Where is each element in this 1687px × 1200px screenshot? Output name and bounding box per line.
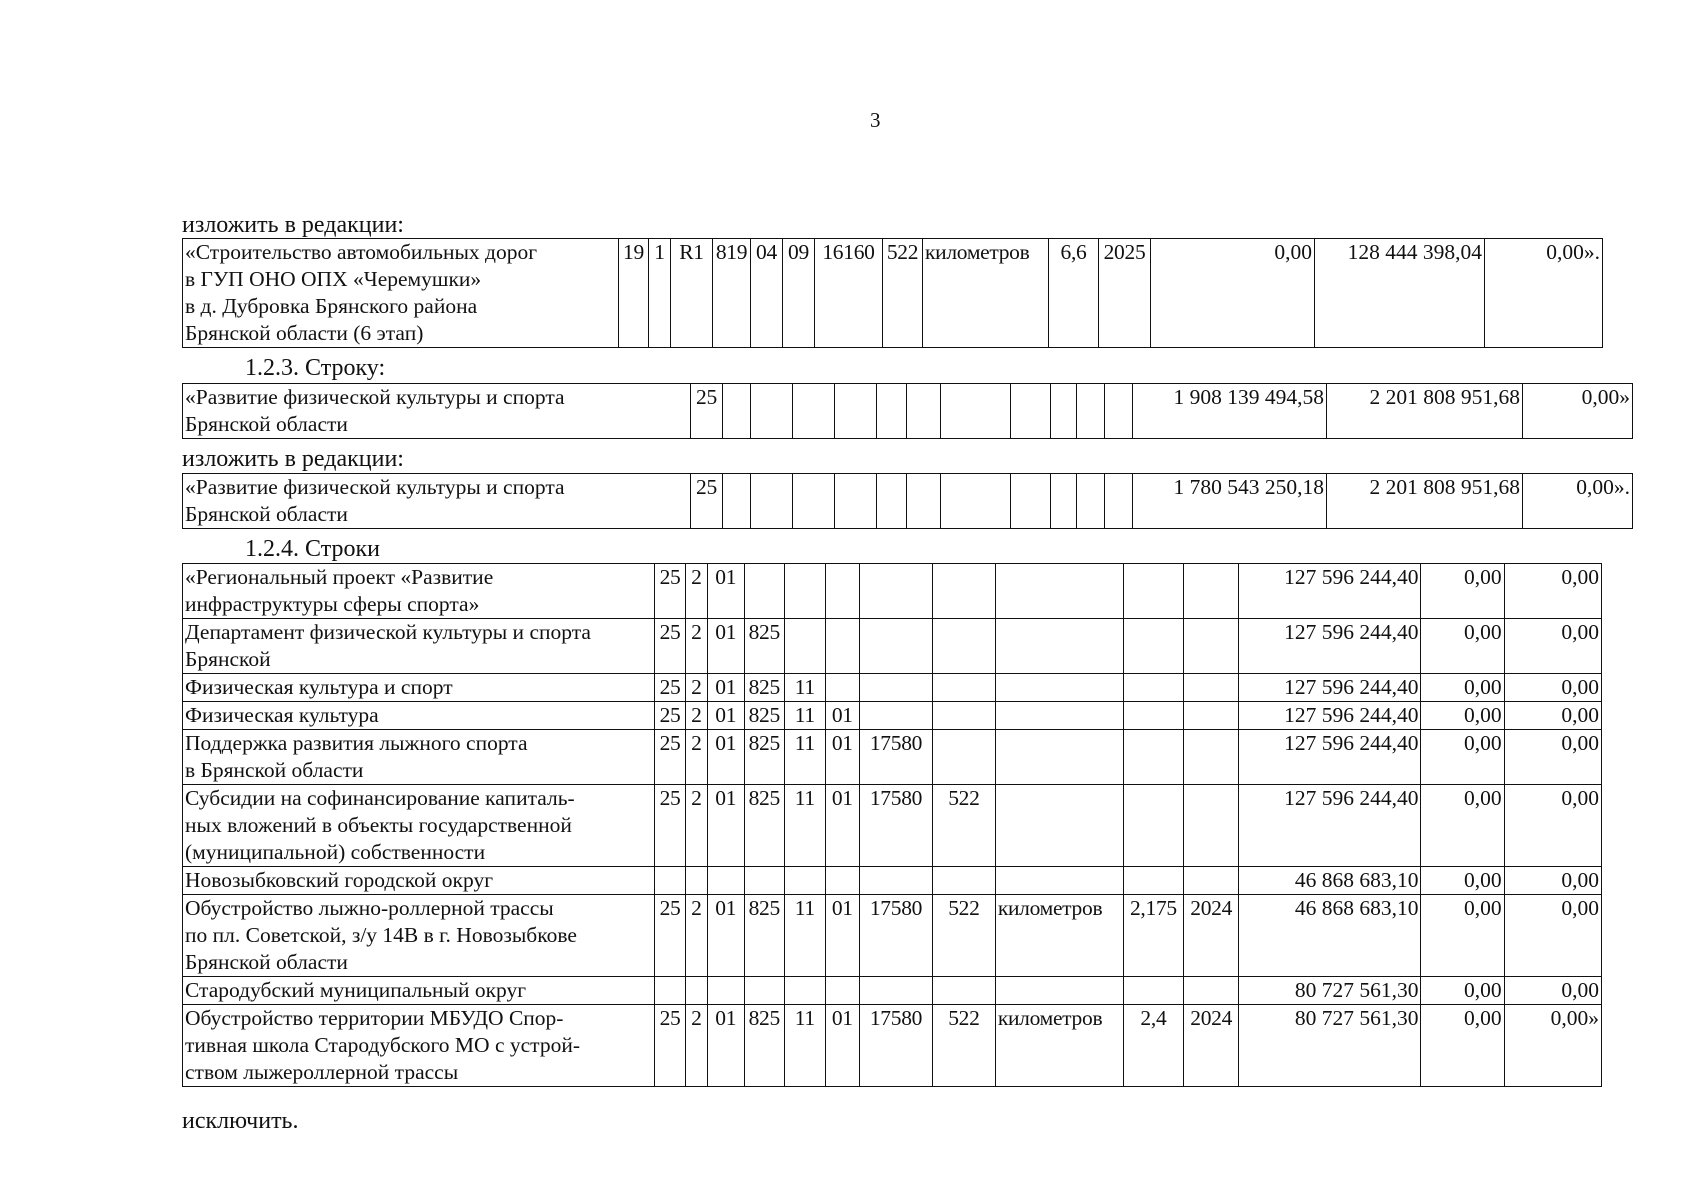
name-line: Новозыбковский городской округ: [185, 868, 494, 892]
cell-name: [183, 239, 619, 348]
cell-code-3: 01: [708, 564, 744, 619]
cell-unit: [995, 867, 1123, 895]
cell-name: [183, 674, 655, 702]
table-row: [183, 730, 1602, 785]
cell-empty: [1105, 474, 1133, 529]
cell-empty: [835, 384, 877, 439]
name-line: тивная школа Стародубского МО с устрой-: [185, 1033, 580, 1057]
cell-name: [183, 564, 655, 619]
cell-value-3: 0,00: [1504, 730, 1601, 785]
cell-quantity: [1123, 730, 1184, 785]
cell-name: [183, 867, 655, 895]
cell-code-6: 01: [825, 1005, 859, 1087]
name-line: «Строительство автомобильных дорог: [185, 240, 538, 264]
cell-code-5: 11: [785, 730, 826, 785]
table-row: [183, 619, 1602, 674]
cell-code-8: 522: [932, 785, 995, 867]
name-line: ных вложений в объекты государственной: [185, 813, 572, 837]
cell-code-7: 17580: [860, 1005, 933, 1087]
cell-value-1: 127 596 244,40: [1239, 674, 1421, 702]
cell-empty: [877, 474, 907, 529]
cell-code-8: [932, 730, 995, 785]
cell-unit: километров: [995, 895, 1123, 977]
cell-code-1: 19: [619, 239, 649, 348]
cell-year: [1184, 867, 1239, 895]
cell-code-8: [932, 977, 995, 1005]
name-line: Обустройство территории МБУДО Спор-: [185, 1006, 564, 1030]
name-line: инфраструктуры сферы спорта»: [185, 592, 480, 616]
cell-code-5: [785, 867, 826, 895]
cell-quantity: 2,175: [1123, 895, 1184, 977]
cell-code-6: 01: [825, 785, 859, 867]
cell-empty: [835, 474, 877, 529]
cell-code-6: 01: [825, 702, 859, 730]
cell-name: [183, 702, 655, 730]
name-line: Брянской области: [185, 950, 348, 974]
name-line: Субсидии на софинансирование капиталь-: [185, 786, 575, 810]
cell-code-8: [932, 702, 995, 730]
cell-code-3: 01: [708, 785, 744, 867]
cell-year: [1184, 619, 1239, 674]
table-row: [183, 977, 1602, 1005]
cell-name: [183, 474, 691, 529]
cell-value-3: 0,00: [1504, 895, 1601, 977]
name-line: Брянской области: [185, 502, 348, 526]
cell-value-3: 0,00».: [1523, 474, 1633, 529]
table-row: [183, 384, 1633, 439]
cell-quantity: 6,6: [1049, 239, 1099, 348]
cell-value-2: 0,00: [1421, 619, 1504, 674]
cell-code-4: 825: [744, 702, 785, 730]
cell-quantity: [1123, 977, 1184, 1005]
cell-empty: [941, 474, 1011, 529]
cell-value-1: 80 727 561,30: [1239, 977, 1421, 1005]
cell-value-1: 127 596 244,40: [1239, 785, 1421, 867]
cell-unit: [995, 702, 1123, 730]
cell-code-7: 17580: [860, 785, 933, 867]
cell-code-2: 1: [649, 239, 671, 348]
name-line: в Брянской области: [185, 758, 364, 782]
name-line: Брянской области: [185, 412, 348, 436]
cell-code-4: [744, 977, 785, 1005]
cell-code-5: 04: [751, 239, 783, 348]
name-line: (муниципальной) собственности: [185, 840, 486, 864]
cell-empty: [793, 474, 835, 529]
cell-value-2: 128 444 398,04: [1315, 239, 1485, 348]
name-line: Департамент физической культуры и спорта: [185, 620, 591, 644]
cell-value-2: 0,00: [1421, 702, 1504, 730]
name-line: ством лыжероллерной трассы: [185, 1060, 459, 1084]
cell-code-7: 17580: [860, 730, 933, 785]
table-row: [183, 474, 1633, 529]
cell-name: [183, 785, 655, 867]
name-line: Брянской: [185, 647, 271, 671]
cell-value-3: 0,00: [1504, 674, 1601, 702]
cell-code-1: 25: [655, 1005, 685, 1087]
cell-unit: [995, 564, 1123, 619]
name-line: Стародубский муниципальный округ: [185, 978, 527, 1002]
cell-code-6: [825, 564, 859, 619]
table-row: [183, 1005, 1602, 1087]
cell-code-4: 819: [713, 239, 751, 348]
cell-name: [183, 895, 655, 977]
cell-code-1: 25: [691, 474, 723, 529]
cell-name: [183, 384, 691, 439]
table-3-body: [183, 474, 1633, 529]
cell-code-4: 825: [744, 619, 785, 674]
cell-code-1: 25: [655, 564, 685, 619]
name-line: Обустройство лыжно-роллерной трассы: [185, 896, 554, 920]
cell-code-7: 16160: [815, 239, 883, 348]
cell-code-3: [708, 867, 744, 895]
cell-code-6: 09: [783, 239, 815, 348]
table-row: [183, 674, 1602, 702]
cell-value-1: 127 596 244,40: [1239, 730, 1421, 785]
cell-code-2: 2: [685, 1005, 707, 1087]
cell-code-4: [744, 564, 785, 619]
cell-code-7: [860, 674, 933, 702]
table-sport-development-new: [182, 473, 1633, 529]
cell-unit: километров: [923, 239, 1049, 348]
cell-unit: [995, 619, 1123, 674]
cell-value-2: 2 201 808 951,68: [1327, 384, 1523, 439]
cell-value-2: 0,00: [1421, 977, 1504, 1005]
cell-value-2: 0,00: [1421, 1005, 1504, 1087]
table-row: [183, 785, 1602, 867]
cell-empty: [1051, 474, 1077, 529]
cell-code-1: 25: [655, 730, 685, 785]
cell-value-3: 0,00»: [1523, 384, 1633, 439]
table-row: [183, 564, 1602, 619]
cell-value-1: 0,00: [1151, 239, 1315, 348]
cell-value-3: 0,00»: [1504, 1005, 1601, 1087]
cell-quantity: [1123, 785, 1184, 867]
cell-empty: [1077, 384, 1105, 439]
cell-code-8: [932, 619, 995, 674]
cell-code-8: [932, 564, 995, 619]
cell-empty: [1105, 384, 1133, 439]
cell-code-6: [825, 619, 859, 674]
cell-code-1: [655, 867, 685, 895]
cell-code-1: 25: [655, 674, 685, 702]
table-row: [183, 867, 1602, 895]
cell-code-4: 825: [744, 785, 785, 867]
cell-empty: [941, 384, 1011, 439]
name-line: Физическая культура и спорт: [185, 675, 453, 699]
cell-code-7: [860, 867, 933, 895]
cell-code-3: R1: [671, 239, 713, 348]
cell-code-2: 2: [685, 895, 707, 977]
cell-value-2: 0,00: [1421, 785, 1504, 867]
cell-code-5: 11: [785, 674, 826, 702]
cell-code-3: 01: [708, 619, 744, 674]
cell-code-5: [785, 977, 826, 1005]
name-line: «Региональный проект «Развитие: [185, 565, 494, 589]
table-sport-development-old: [182, 383, 1633, 439]
cell-code-2: [685, 977, 707, 1005]
table-ski-infrastructure: [182, 563, 1602, 1087]
cell-code-4: 825: [744, 730, 785, 785]
cell-code-3: 01: [708, 702, 744, 730]
cell-empty: [907, 384, 941, 439]
cell-year: [1184, 730, 1239, 785]
cell-code-2: 2: [685, 619, 707, 674]
cell-value-1: 80 727 561,30: [1239, 1005, 1421, 1087]
cell-empty: [907, 474, 941, 529]
cell-code-3: [708, 977, 744, 1005]
cell-code-1: 25: [655, 619, 685, 674]
cell-code-7: [860, 619, 933, 674]
name-line: Физическая культура: [185, 703, 379, 727]
cell-code-2: 2: [685, 702, 707, 730]
table-row: [183, 239, 1603, 348]
cell-code-5: 11: [785, 702, 826, 730]
cell-code-2: 2: [685, 785, 707, 867]
cell-quantity: [1123, 867, 1184, 895]
cell-unit: [995, 730, 1123, 785]
name-line: Брянской области (6 этап): [185, 321, 424, 345]
cell-code-7: [860, 564, 933, 619]
cell-code-8: 522: [932, 1005, 995, 1087]
cell-code-7: [860, 977, 933, 1005]
cell-code-8: 522: [932, 895, 995, 977]
cell-code-7: [860, 702, 933, 730]
table-2-body: [183, 384, 1633, 439]
cell-name: [183, 619, 655, 674]
cell-code-6: [825, 977, 859, 1005]
name-line: в д. Дубровка Брянского района: [185, 294, 478, 318]
cell-code-3: 01: [708, 730, 744, 785]
cell-year: 2025: [1099, 239, 1151, 348]
cell-value-2: 0,00: [1421, 730, 1504, 785]
cell-code-6: 01: [825, 895, 859, 977]
cell-empty: [723, 474, 751, 529]
cell-unit: километров: [995, 1005, 1123, 1087]
cell-code-4: 825: [744, 1005, 785, 1087]
cell-name: [183, 730, 655, 785]
cell-value-3: 0,00: [1504, 702, 1601, 730]
cell-empty: [751, 384, 793, 439]
cell-code-2: 2: [685, 564, 707, 619]
cell-code-5: 11: [785, 785, 826, 867]
cell-year: [1184, 674, 1239, 702]
cell-name: [183, 977, 655, 1005]
cell-code-1: 25: [655, 702, 685, 730]
cell-code-3: 01: [708, 1005, 744, 1087]
cell-value-3: 0,00: [1504, 619, 1601, 674]
cell-empty: [1077, 474, 1105, 529]
cell-code-4: [744, 867, 785, 895]
cell-value-1: 127 596 244,40: [1239, 702, 1421, 730]
cell-value-3: 0,00».: [1485, 239, 1603, 348]
cell-value-1: 46 868 683,10: [1239, 895, 1421, 977]
cell-code-6: 01: [825, 730, 859, 785]
cell-empty: [1011, 384, 1051, 439]
cell-empty: [877, 384, 907, 439]
table-row: [183, 895, 1602, 977]
cell-quantity: [1123, 674, 1184, 702]
cell-code-1: 25: [655, 785, 685, 867]
cell-value-1: 127 596 244,40: [1239, 619, 1421, 674]
cell-quantity: [1123, 702, 1184, 730]
cell-empty: [793, 384, 835, 439]
cell-quantity: 2,4: [1123, 1005, 1184, 1087]
heading-section-1-2-3: 1.2.3. Строку:: [245, 355, 386, 381]
cell-value-1: 127 596 244,40: [1239, 564, 1421, 619]
cell-code-6: [825, 674, 859, 702]
cell-code-1: [655, 977, 685, 1005]
name-line: «Развитие физической культуры и спорта: [185, 385, 565, 409]
name-line: в ГУП ОНО ОПХ «Черемушки»: [185, 267, 482, 291]
cell-year: 2024: [1184, 1005, 1239, 1087]
cell-year: [1184, 977, 1239, 1005]
cell-year: [1184, 702, 1239, 730]
cell-value-2: 0,00: [1421, 895, 1504, 977]
cell-code-8: 522: [883, 239, 923, 348]
cell-unit: [995, 785, 1123, 867]
cell-unit: [995, 977, 1123, 1005]
cell-code-5: [785, 564, 826, 619]
cell-empty: [723, 384, 751, 439]
name-line: «Развитие физической культуры и спорта: [185, 475, 565, 499]
cell-value-2: 2 201 808 951,68: [1327, 474, 1523, 529]
cell-empty: [751, 474, 793, 529]
cell-code-5: 11: [785, 895, 826, 977]
cell-code-1: 25: [655, 895, 685, 977]
footer-text: исключить.: [182, 1108, 299, 1134]
cell-value-2: 0,00: [1421, 674, 1504, 702]
cell-code-6: [825, 867, 859, 895]
cell-value-3: 0,00: [1504, 867, 1601, 895]
cell-code-8: [932, 867, 995, 895]
cell-code-2: [685, 867, 707, 895]
cell-quantity: [1123, 564, 1184, 619]
cell-code-5: 11: [785, 1005, 826, 1087]
cell-code-4: 825: [744, 895, 785, 977]
cell-empty: [1011, 474, 1051, 529]
cell-code-2: 2: [685, 674, 707, 702]
cell-year: [1184, 785, 1239, 867]
table-4-body: [183, 564, 1602, 1087]
cell-code-3: 01: [708, 674, 744, 702]
table-row: [183, 702, 1602, 730]
name-line: Поддержка развития лыжного спорта: [185, 731, 528, 755]
cell-quantity: [1123, 619, 1184, 674]
name-line: по пл. Советской, з/у 14В в г. Новозыбкове: [185, 923, 577, 947]
cell-code-4: 825: [744, 674, 785, 702]
page-number: 3: [870, 108, 881, 132]
cell-year: [1184, 564, 1239, 619]
cell-unit: [995, 674, 1123, 702]
table-road-construction: [182, 238, 1603, 348]
cell-value-1: 1 908 139 494,58: [1133, 384, 1327, 439]
cell-code-3: 01: [708, 895, 744, 977]
cell-value-2: 0,00: [1421, 867, 1504, 895]
cell-value-3: 0,00: [1504, 564, 1601, 619]
heading-section-1-2-4: 1.2.4. Строки: [245, 536, 380, 562]
cell-value-3: 0,00: [1504, 977, 1601, 1005]
table-1-body: [183, 239, 1603, 348]
cell-value-1: 46 868 683,10: [1239, 867, 1421, 895]
cell-code-8: [932, 674, 995, 702]
cell-code-1: 25: [691, 384, 723, 439]
cell-code-7: 17580: [860, 895, 933, 977]
heading-edit-2: изложить в редакции:: [182, 446, 404, 472]
cell-year: 2024: [1184, 895, 1239, 977]
cell-value-1: 1 780 543 250,18: [1133, 474, 1327, 529]
cell-value-3: 0,00: [1504, 785, 1601, 867]
cell-code-5: [785, 619, 826, 674]
cell-value-2: 0,00: [1421, 564, 1504, 619]
cell-name: [183, 1005, 655, 1087]
heading-edit-1: изложить в редакции:: [182, 212, 404, 238]
cell-empty: [1051, 384, 1077, 439]
cell-code-2: 2: [685, 730, 707, 785]
